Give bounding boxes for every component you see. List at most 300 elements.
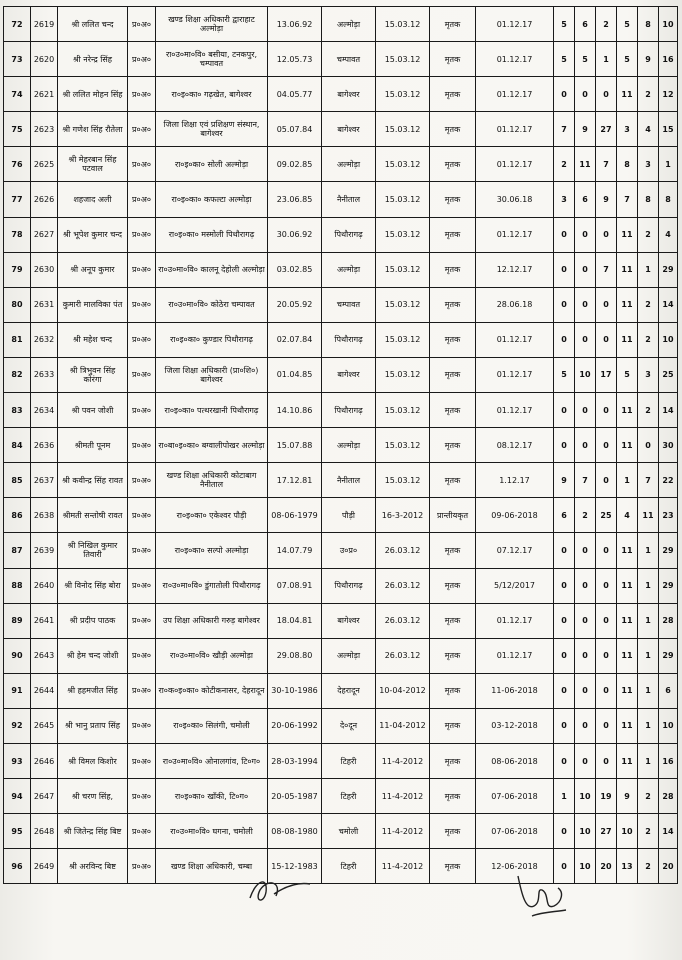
appointment-mode-cell: मृतक bbox=[430, 743, 476, 778]
table-row bbox=[4, 112, 678, 147]
count-4-cell: 11 bbox=[617, 638, 638, 673]
count-6-cell: 10 bbox=[659, 322, 678, 357]
serial-number-cell: 83 bbox=[4, 393, 31, 428]
current-posting-date-cell: 01.12.17 bbox=[476, 147, 554, 182]
designation-cell: प्र०अ० bbox=[128, 7, 156, 42]
current-posting-date-cell: 09-06-2018 bbox=[476, 498, 554, 533]
date-of-birth-cell: 14.07.79 bbox=[268, 533, 322, 568]
school-office-cell: रा०इ०का० सल्पो अल्मोड़ा bbox=[156, 533, 268, 568]
employee-name-cell: श्री मेहरबान सिंह पटवाल bbox=[58, 147, 128, 182]
serial-number-cell: 95 bbox=[4, 814, 31, 849]
employee-name-cell: श्री हेम चन्द जोशी bbox=[58, 638, 128, 673]
joining-date-cell: 15.03.12 bbox=[376, 77, 430, 112]
appointment-mode-cell: मृतक bbox=[430, 112, 476, 147]
record-id-cell: 2634 bbox=[31, 393, 58, 428]
home-district-cell: पिथौरागढ़ bbox=[322, 322, 376, 357]
count-5-cell: 0 bbox=[638, 428, 659, 463]
designation-cell: प्र०अ० bbox=[128, 708, 156, 743]
count-1-cell: 0 bbox=[554, 849, 575, 884]
count-2-cell: 0 bbox=[575, 638, 596, 673]
date-of-birth-cell: 17.12.81 bbox=[268, 463, 322, 498]
appointment-mode-cell: मृतक bbox=[430, 357, 476, 392]
appointment-mode-cell: मृतक bbox=[430, 779, 476, 814]
table-row bbox=[4, 603, 678, 638]
school-office-cell: खण्ड शिक्षा अधिकारी, चम्बा bbox=[156, 849, 268, 884]
count-5-cell: 1 bbox=[638, 568, 659, 603]
current-posting-date-cell: 28.06.18 bbox=[476, 287, 554, 322]
serial-number-cell: 90 bbox=[4, 638, 31, 673]
appointment-mode-cell: मृतक bbox=[430, 603, 476, 638]
home-district-cell: देहरादून bbox=[322, 673, 376, 708]
designation-cell: प्र०अ० bbox=[128, 322, 156, 357]
joining-date-cell: 15.03.12 bbox=[376, 112, 430, 147]
current-posting-date-cell: 12-06-2018 bbox=[476, 849, 554, 884]
table-row bbox=[4, 498, 678, 533]
count-3-cell: 0 bbox=[596, 603, 617, 638]
count-3-cell: 19 bbox=[596, 779, 617, 814]
table-row bbox=[4, 182, 678, 217]
employee-name-cell: श्री पवन जोशी bbox=[58, 393, 128, 428]
record-id-cell: 2620 bbox=[31, 42, 58, 77]
date-of-birth-cell: 23.06.85 bbox=[268, 182, 322, 217]
serial-number-cell: 77 bbox=[4, 182, 31, 217]
current-posting-date-cell: 01.12.17 bbox=[476, 217, 554, 252]
home-district-cell: पौड़ी bbox=[322, 498, 376, 533]
count-6-cell: 14 bbox=[659, 814, 678, 849]
date-of-birth-cell: 30.06.92 bbox=[268, 217, 322, 252]
count-5-cell: 4 bbox=[638, 112, 659, 147]
school-office-cell: रा०उ०मा०वि० बसीया, टनकपुर, चम्पावत bbox=[156, 42, 268, 77]
joining-date-cell: 15.03.12 bbox=[376, 287, 430, 322]
school-office-cell: रा०उ०मा०वि० कोठेरा चम्पावत bbox=[156, 287, 268, 322]
appointment-mode-cell: मृतक bbox=[430, 252, 476, 287]
current-posting-date-cell: 03-12-2018 bbox=[476, 708, 554, 743]
current-posting-date-cell: 11-06-2018 bbox=[476, 673, 554, 708]
count-3-cell: 2 bbox=[596, 7, 617, 42]
count-3-cell: 0 bbox=[596, 568, 617, 603]
designation-cell: प्र०अ० bbox=[128, 42, 156, 77]
table-row bbox=[4, 217, 678, 252]
count-6-cell: 15 bbox=[659, 112, 678, 147]
joining-date-cell: 11-4-2012 bbox=[376, 814, 430, 849]
count-5-cell: 8 bbox=[638, 7, 659, 42]
count-4-cell: 11 bbox=[617, 252, 638, 287]
joining-date-cell: 15.03.12 bbox=[376, 393, 430, 428]
current-posting-date-cell: 1.12.17 bbox=[476, 463, 554, 498]
school-office-cell: रा०इ०का० कफल्टा अल्मोड़ा bbox=[156, 182, 268, 217]
date-of-birth-cell: 30-10-1986 bbox=[268, 673, 322, 708]
count-1-cell: 0 bbox=[554, 428, 575, 463]
school-office-cell: रा०इ०का० एकेश्वर पौड़ी bbox=[156, 498, 268, 533]
count-1-cell: 9 bbox=[554, 463, 575, 498]
count-2-cell: 0 bbox=[575, 568, 596, 603]
count-5-cell: 1 bbox=[638, 638, 659, 673]
serial-number-cell: 79 bbox=[4, 252, 31, 287]
count-4-cell: 11 bbox=[617, 287, 638, 322]
appointment-mode-cell: मृतक bbox=[430, 638, 476, 673]
joining-date-cell: 15.03.12 bbox=[376, 357, 430, 392]
current-posting-date-cell: 01.12.17 bbox=[476, 112, 554, 147]
employee-name-cell: श्री भानु प्रताप सिंह bbox=[58, 708, 128, 743]
designation-cell: प्र०अ० bbox=[128, 217, 156, 252]
count-3-cell: 27 bbox=[596, 112, 617, 147]
count-1-cell: 0 bbox=[554, 603, 575, 638]
employee-name-cell: श्रीमती सन्तोषी रावत bbox=[58, 498, 128, 533]
appointment-mode-cell: मृतक bbox=[430, 568, 476, 603]
employee-name-cell: श्री अनूप कुमार bbox=[58, 252, 128, 287]
joining-date-cell: 15.03.12 bbox=[376, 147, 430, 182]
appointment-mode-cell: मृतक bbox=[430, 77, 476, 112]
home-district-cell: अल्मोड़ा bbox=[322, 252, 376, 287]
count-1-cell: 0 bbox=[554, 217, 575, 252]
current-posting-date-cell: 08.12.17 bbox=[476, 428, 554, 463]
joining-date-cell: 15.03.12 bbox=[376, 252, 430, 287]
table-row bbox=[4, 779, 678, 814]
count-6-cell: 6 bbox=[659, 673, 678, 708]
count-1-cell: 0 bbox=[554, 638, 575, 673]
employee-name-cell: श्री हहमजीत सिंह bbox=[58, 673, 128, 708]
count-5-cell: 2 bbox=[638, 77, 659, 112]
signature-right bbox=[512, 866, 572, 922]
home-district-cell: बागेश्वर bbox=[322, 357, 376, 392]
count-6-cell: 29 bbox=[659, 638, 678, 673]
table-row bbox=[4, 42, 678, 77]
date-of-birth-cell: 29.08.80 bbox=[268, 638, 322, 673]
employee-name-cell: श्री ललित मोहन सिंह bbox=[58, 77, 128, 112]
school-office-cell: जिला शिक्षा अधिकारी (प्रा०शि०) बागेश्वर bbox=[156, 357, 268, 392]
count-6-cell: 8 bbox=[659, 182, 678, 217]
record-id-cell: 2619 bbox=[31, 7, 58, 42]
serial-number-cell: 93 bbox=[4, 743, 31, 778]
date-of-birth-cell: 01.04.85 bbox=[268, 357, 322, 392]
school-office-cell: उप शिक्षा अधिकारी गरुड़ बागेश्वर bbox=[156, 603, 268, 638]
count-5-cell: 1 bbox=[638, 252, 659, 287]
designation-cell: प्र०अ० bbox=[128, 849, 156, 884]
count-5-cell: 2 bbox=[638, 779, 659, 814]
table-row bbox=[4, 322, 678, 357]
designation-cell: प्र०अ० bbox=[128, 77, 156, 112]
count-1-cell: 0 bbox=[554, 252, 575, 287]
designation-cell: प्र०अ० bbox=[128, 603, 156, 638]
table-row bbox=[4, 7, 678, 42]
appointment-mode-cell: मृतक bbox=[430, 673, 476, 708]
date-of-birth-cell: 20.05.92 bbox=[268, 287, 322, 322]
count-4-cell: 5 bbox=[617, 42, 638, 77]
count-2-cell: 6 bbox=[575, 182, 596, 217]
serial-number-cell: 82 bbox=[4, 357, 31, 392]
school-office-cell: रा०उ०मा०वि० डुंगातोली पिथौरागढ़ bbox=[156, 568, 268, 603]
count-6-cell: 30 bbox=[659, 428, 678, 463]
count-6-cell: 20 bbox=[659, 849, 678, 884]
serial-number-cell: 94 bbox=[4, 779, 31, 814]
current-posting-date-cell: 01.12.17 bbox=[476, 638, 554, 673]
count-4-cell: 11 bbox=[617, 743, 638, 778]
count-5-cell: 11 bbox=[638, 498, 659, 533]
record-id-cell: 2623 bbox=[31, 112, 58, 147]
count-3-cell: 0 bbox=[596, 393, 617, 428]
count-2-cell: 9 bbox=[575, 112, 596, 147]
serial-number-cell: 75 bbox=[4, 112, 31, 147]
date-of-birth-cell: 08-06-1979 bbox=[268, 498, 322, 533]
count-2-cell: 0 bbox=[575, 603, 596, 638]
count-5-cell: 2 bbox=[638, 849, 659, 884]
count-1-cell: 0 bbox=[554, 393, 575, 428]
school-office-cell: खण्ड शिक्षा अधिकारी द्वाराहाट अल्मोड़ा bbox=[156, 7, 268, 42]
table-row bbox=[4, 77, 678, 112]
designation-cell: प्र०अ० bbox=[128, 252, 156, 287]
employee-name-cell: श्री अरविन्द बिष्ट bbox=[58, 849, 128, 884]
count-5-cell: 1 bbox=[638, 533, 659, 568]
count-6-cell: 25 bbox=[659, 357, 678, 392]
joining-date-cell: 15.03.12 bbox=[376, 42, 430, 77]
joining-date-cell: 10-04-2012 bbox=[376, 673, 430, 708]
home-district-cell: नैनीताल bbox=[322, 463, 376, 498]
count-4-cell: 9 bbox=[617, 779, 638, 814]
count-4-cell: 8 bbox=[617, 147, 638, 182]
appointment-mode-cell: मृतक bbox=[430, 849, 476, 884]
table-row bbox=[4, 357, 678, 392]
school-office-cell: रा०उ०मा०वि० खौड़ी अल्मोड़ा bbox=[156, 638, 268, 673]
count-4-cell: 10 bbox=[617, 814, 638, 849]
date-of-birth-cell: 08-08-1980 bbox=[268, 814, 322, 849]
designation-cell: प्र०अ० bbox=[128, 112, 156, 147]
count-3-cell: 0 bbox=[596, 673, 617, 708]
count-4-cell: 11 bbox=[617, 673, 638, 708]
date-of-birth-cell: 04.05.77 bbox=[268, 77, 322, 112]
count-6-cell: 4 bbox=[659, 217, 678, 252]
designation-cell: प्र०अ० bbox=[128, 182, 156, 217]
count-1-cell: 5 bbox=[554, 357, 575, 392]
count-5-cell: 3 bbox=[638, 147, 659, 182]
record-id-cell: 2625 bbox=[31, 147, 58, 182]
table-row bbox=[4, 743, 678, 778]
count-2-cell: 2 bbox=[575, 498, 596, 533]
count-3-cell: 0 bbox=[596, 638, 617, 673]
employee-name-cell: श्री ललित चन्द bbox=[58, 7, 128, 42]
date-of-birth-cell: 12.05.73 bbox=[268, 42, 322, 77]
date-of-birth-cell: 03.02.85 bbox=[268, 252, 322, 287]
count-4-cell: 11 bbox=[617, 322, 638, 357]
count-4-cell: 11 bbox=[617, 568, 638, 603]
home-district-cell: उ०प्र० bbox=[322, 533, 376, 568]
school-office-cell: रा०इ०का० गढ़खेत, बागेश्वर bbox=[156, 77, 268, 112]
count-5-cell: 7 bbox=[638, 463, 659, 498]
count-3-cell: 0 bbox=[596, 463, 617, 498]
count-6-cell: 29 bbox=[659, 568, 678, 603]
serial-number-cell: 73 bbox=[4, 42, 31, 77]
designation-cell: प्र०अ० bbox=[128, 533, 156, 568]
home-district-cell: टिहरी bbox=[322, 849, 376, 884]
table-row bbox=[4, 428, 678, 463]
current-posting-date-cell: 01.12.17 bbox=[476, 603, 554, 638]
designation-cell: प्र०अ० bbox=[128, 743, 156, 778]
count-1-cell: 0 bbox=[554, 673, 575, 708]
current-posting-date-cell: 07-06-2018 bbox=[476, 814, 554, 849]
table-body bbox=[4, 7, 678, 884]
table-row bbox=[4, 849, 678, 884]
count-2-cell: 0 bbox=[575, 673, 596, 708]
school-office-cell: रा०इ०का० सोली अल्मोड़ा bbox=[156, 147, 268, 182]
staff-register-table bbox=[3, 6, 678, 884]
count-2-cell: 0 bbox=[575, 393, 596, 428]
count-4-cell: 5 bbox=[617, 357, 638, 392]
date-of-birth-cell: 20-05-1987 bbox=[268, 779, 322, 814]
employee-name-cell: श्री महेश चन्द bbox=[58, 322, 128, 357]
count-5-cell: 1 bbox=[638, 743, 659, 778]
count-6-cell: 1 bbox=[659, 147, 678, 182]
appointment-mode-cell: मृतक bbox=[430, 147, 476, 182]
count-5-cell: 2 bbox=[638, 393, 659, 428]
date-of-birth-cell: 09.02.85 bbox=[268, 147, 322, 182]
appointment-mode-cell: मृतक bbox=[430, 217, 476, 252]
count-4-cell: 11 bbox=[617, 428, 638, 463]
employee-name-cell: श्री गणेश सिंह रौतेला bbox=[58, 112, 128, 147]
count-2-cell: 0 bbox=[575, 287, 596, 322]
count-1-cell: 0 bbox=[554, 743, 575, 778]
school-office-cell: रा०क०इ०का० कोटीकनासर, देहरादून bbox=[156, 673, 268, 708]
count-5-cell: 1 bbox=[638, 603, 659, 638]
school-office-cell: रा०इ०का० मस्मोली पिथौरागढ़ bbox=[156, 217, 268, 252]
school-office-cell: रा०इ०का० सिलंगी, चमोली bbox=[156, 708, 268, 743]
appointment-mode-cell: मृतक bbox=[430, 287, 476, 322]
count-5-cell: 1 bbox=[638, 708, 659, 743]
joining-date-cell: 26.03.12 bbox=[376, 533, 430, 568]
designation-cell: प्र०अ० bbox=[128, 568, 156, 603]
count-1-cell: 0 bbox=[554, 568, 575, 603]
employee-name-cell: श्रीमती पूनम bbox=[58, 428, 128, 463]
count-4-cell: 4 bbox=[617, 498, 638, 533]
count-5-cell: 9 bbox=[638, 42, 659, 77]
table-row bbox=[4, 393, 678, 428]
appointment-mode-cell: मृतक bbox=[430, 533, 476, 568]
count-4-cell: 11 bbox=[617, 533, 638, 568]
count-2-cell: 5 bbox=[575, 42, 596, 77]
home-district-cell: बागेश्वर bbox=[322, 77, 376, 112]
count-6-cell: 14 bbox=[659, 287, 678, 322]
count-3-cell: 9 bbox=[596, 182, 617, 217]
home-district-cell: पिथौरागढ़ bbox=[322, 568, 376, 603]
date-of-birth-cell: 18.04.81 bbox=[268, 603, 322, 638]
joining-date-cell: 15.03.12 bbox=[376, 322, 430, 357]
table-row bbox=[4, 708, 678, 743]
record-id-cell: 2640 bbox=[31, 568, 58, 603]
table-row bbox=[4, 252, 678, 287]
count-3-cell: 0 bbox=[596, 287, 617, 322]
school-office-cell: रा०इ०का० खाँकी, टि०ग० bbox=[156, 779, 268, 814]
appointment-mode-cell: मृतक bbox=[430, 182, 476, 217]
count-1-cell: 6 bbox=[554, 498, 575, 533]
count-2-cell: 10 bbox=[575, 779, 596, 814]
appointment-mode-cell: मृतक bbox=[430, 814, 476, 849]
count-1-cell: 0 bbox=[554, 708, 575, 743]
count-6-cell: 16 bbox=[659, 743, 678, 778]
table-row bbox=[4, 463, 678, 498]
serial-number-cell: 96 bbox=[4, 849, 31, 884]
employee-name-cell: श्री भूपेश कुमार चन्द bbox=[58, 217, 128, 252]
date-of-birth-cell: 07.08.91 bbox=[268, 568, 322, 603]
date-of-birth-cell: 15.07.88 bbox=[268, 428, 322, 463]
employee-name-cell: श्री नरेन्द्र सिंह bbox=[58, 42, 128, 77]
count-3-cell: 20 bbox=[596, 849, 617, 884]
home-district-cell: अल्मोड़ा bbox=[322, 428, 376, 463]
record-id-cell: 2626 bbox=[31, 182, 58, 217]
count-4-cell: 11 bbox=[617, 77, 638, 112]
designation-cell: प्र०अ० bbox=[128, 814, 156, 849]
record-id-cell: 2647 bbox=[31, 779, 58, 814]
joining-date-cell: 15.03.12 bbox=[376, 182, 430, 217]
serial-number-cell: 78 bbox=[4, 217, 31, 252]
date-of-birth-cell: 14.10.86 bbox=[268, 393, 322, 428]
record-id-cell: 2631 bbox=[31, 287, 58, 322]
count-6-cell: 10 bbox=[659, 708, 678, 743]
home-district-cell: चमोली bbox=[322, 814, 376, 849]
count-2-cell: 0 bbox=[575, 428, 596, 463]
joining-date-cell: 26.03.12 bbox=[376, 603, 430, 638]
home-district-cell: अल्मोड़ा bbox=[322, 638, 376, 673]
current-posting-date-cell: 01.12.17 bbox=[476, 77, 554, 112]
count-3-cell: 0 bbox=[596, 322, 617, 357]
date-of-birth-cell: 02.07.84 bbox=[268, 322, 322, 357]
count-6-cell: 29 bbox=[659, 252, 678, 287]
count-3-cell: 0 bbox=[596, 77, 617, 112]
count-4-cell: 7 bbox=[617, 182, 638, 217]
record-id-cell: 2637 bbox=[31, 463, 58, 498]
employee-name-cell: श्री निखिल कुमार तिवारी bbox=[58, 533, 128, 568]
count-5-cell: 2 bbox=[638, 217, 659, 252]
employee-name-cell: श्री त्रिभुवन सिंह कोरंगा bbox=[58, 357, 128, 392]
count-3-cell: 17 bbox=[596, 357, 617, 392]
record-id-cell: 2636 bbox=[31, 428, 58, 463]
home-district-cell: टिहरी bbox=[322, 743, 376, 778]
joining-date-cell: 26.03.12 bbox=[376, 568, 430, 603]
current-posting-date-cell: 01.12.17 bbox=[476, 393, 554, 428]
count-6-cell: 10 bbox=[659, 7, 678, 42]
joining-date-cell: 16-3-2012 bbox=[376, 498, 430, 533]
joining-date-cell: 15.03.12 bbox=[376, 217, 430, 252]
count-2-cell: 0 bbox=[575, 322, 596, 357]
count-3-cell: 27 bbox=[596, 814, 617, 849]
current-posting-date-cell: 01.12.17 bbox=[476, 357, 554, 392]
count-5-cell: 8 bbox=[638, 182, 659, 217]
designation-cell: प्र०अ० bbox=[128, 428, 156, 463]
record-id-cell: 2627 bbox=[31, 217, 58, 252]
current-posting-date-cell: 30.06.18 bbox=[476, 182, 554, 217]
joining-date-cell: 15.03.12 bbox=[376, 7, 430, 42]
table-row bbox=[4, 287, 678, 322]
serial-number-cell: 91 bbox=[4, 673, 31, 708]
count-6-cell: 23 bbox=[659, 498, 678, 533]
count-2-cell: 0 bbox=[575, 217, 596, 252]
count-2-cell: 11 bbox=[575, 147, 596, 182]
table-row bbox=[4, 533, 678, 568]
serial-number-cell: 88 bbox=[4, 568, 31, 603]
count-1-cell: 7 bbox=[554, 112, 575, 147]
home-district-cell: बागेश्वर bbox=[322, 112, 376, 147]
count-3-cell: 7 bbox=[596, 147, 617, 182]
count-3-cell: 0 bbox=[596, 533, 617, 568]
count-4-cell: 11 bbox=[617, 708, 638, 743]
count-6-cell: 29 bbox=[659, 533, 678, 568]
count-1-cell: 5 bbox=[554, 42, 575, 77]
appointment-mode-cell: मृतक bbox=[430, 322, 476, 357]
count-1-cell: 0 bbox=[554, 533, 575, 568]
employee-name-cell: श्री चरण सिंह, bbox=[58, 779, 128, 814]
serial-number-cell: 85 bbox=[4, 463, 31, 498]
serial-number-cell: 84 bbox=[4, 428, 31, 463]
table-row bbox=[4, 673, 678, 708]
table-row bbox=[4, 568, 678, 603]
count-2-cell: 0 bbox=[575, 533, 596, 568]
